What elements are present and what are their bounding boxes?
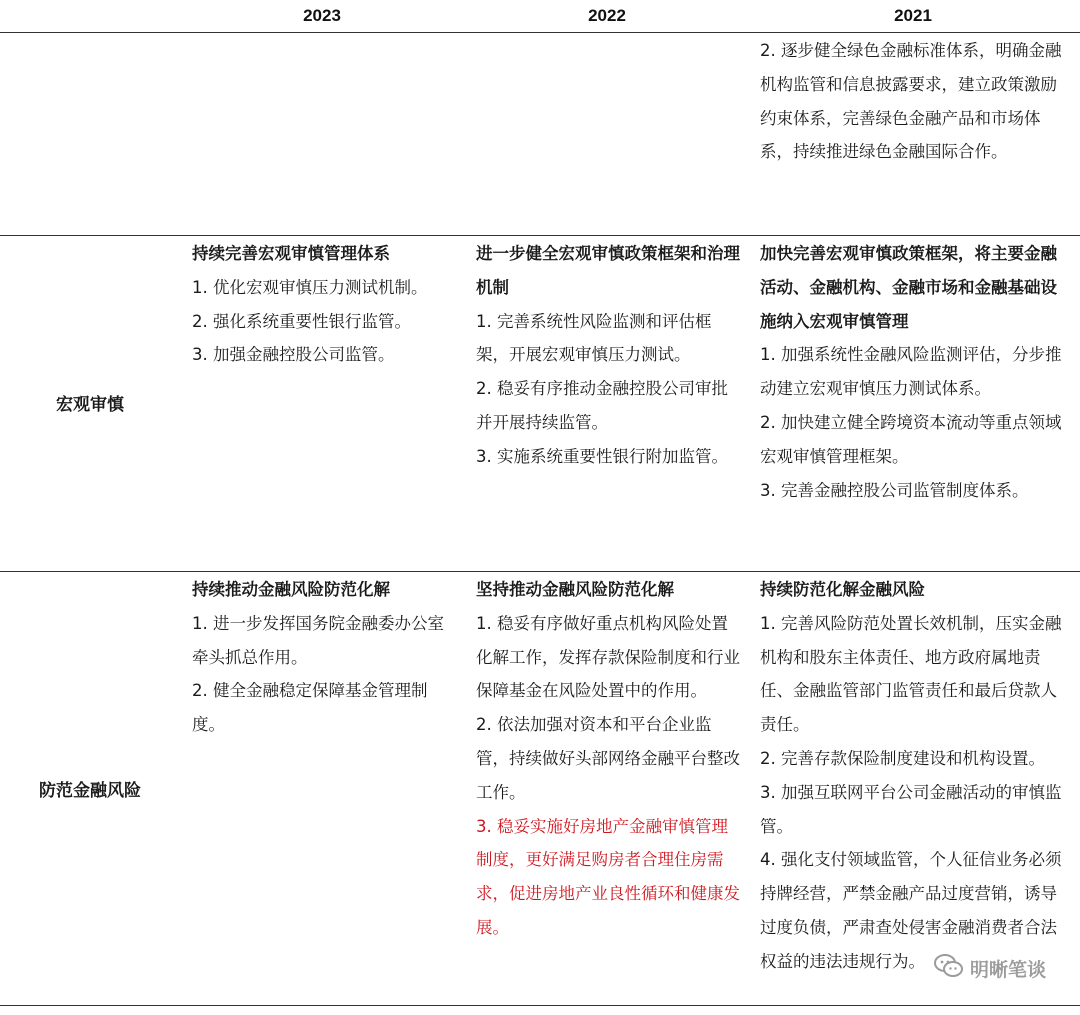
row-label-risk: 防范金融风险	[39, 781, 141, 801]
risk-2022-heading: 坚持推动金融风险防范化解	[476, 580, 674, 599]
macro-2022-item: 3. 实施系统重要性银行附加监管。	[476, 446, 728, 466]
macro-2021-cell	[760, 237, 1068, 507]
year-header-2022: 2022	[588, 6, 626, 25]
macro-2023-item: 1. 优化宏观审慎压力测试机制。	[192, 277, 428, 297]
risk-2021-cell	[760, 573, 1068, 979]
macro-2021-heading: 加快完善宏观审慎政策框架，将主要金融活动、金融机构、金融市场和金融基础设施纳入宏观审慎管理	[760, 244, 1057, 331]
row-label-macro: 宏观审慎	[56, 395, 124, 415]
macro-2023-item: 3. 加强金融控股公司监管。	[192, 345, 395, 365]
macro-2021-item: 3. 完善金融控股公司监管制度体系。	[760, 480, 1029, 500]
row-divider-2	[0, 571, 1080, 572]
top-row-2021-cell	[760, 34, 1068, 169]
watermark-text: 明晰笔谈	[969, 958, 1046, 981]
row-divider-1	[0, 235, 1080, 236]
risk-2022-item: 2. 依法加强对资本和平台企业监管，持续做好头部网络金融平台整改工作。	[476, 715, 740, 802]
risk-2021-item: 4. 强化支付领域监管，个人征信业务必须持牌经营，严禁金融产品过度营销，诱导过度负债，严肃查处侵害金融消费者合法权益的违法违规行为。	[760, 850, 1062, 971]
macro-2022-heading: 进一步健全宏观审慎政策框架和治理机制	[476, 244, 740, 297]
macro-2023-item: 2. 强化系统重要性银行监管。	[192, 311, 411, 331]
year-header-2021: 2021	[894, 6, 932, 25]
macro-2022-cell	[476, 237, 742, 474]
macro-2021-item: 2. 加快建立健全跨境资本流动等重点领域宏观审慎管理框架。	[760, 412, 1062, 466]
risk-2021-item: 1. 完善风险防范处置长效机制，压实金融机构和股东主体责任、地方政府属地责任、金融监管部门监管责任和最后贷款人责任。	[760, 613, 1062, 735]
macro-2022-item: 2. 稳妥有序推动金融控股公司审批并开展持续监管。	[476, 379, 728, 432]
risk-2023-item: 2. 健全金融稳定保障基金管理制度。	[192, 681, 428, 735]
risk-2022-cell	[476, 573, 742, 945]
risk-2021-heading: 持续防范化解金融风险	[760, 580, 925, 599]
macro-2022-item: 1. 完善系统性风险监测和评估框架，开展宏观审慎压力测试。	[476, 311, 712, 365]
risk-2023-heading: 持续推动金融风险防范化解	[192, 580, 390, 599]
risk-2023-item: 1. 进一步发挥国务院金融委办公室牵头抓总作用。	[192, 613, 444, 667]
macro-2023-heading: 持续完善宏观审慎管理体系	[192, 244, 390, 263]
macro-2021-item: 1. 加强系统性金融风险监测评估，分步推动建立宏观审慎压力测试体系。	[760, 345, 1062, 399]
risk-2022-item-highlight: 3. 稳妥实施好房地产金融审慎管理制度，更好满足购房者合理住房需求，促进房地产业良性循环和健康发展。	[476, 816, 740, 937]
header-rule	[0, 32, 1080, 33]
bottom-rule	[0, 1005, 1080, 1006]
risk-2022-item: 1. 稳妥有序做好重点机构风险处置化解工作，发挥存款保险制度和行业保障基金在风险处置中的作用。	[476, 613, 740, 701]
year-header-2023: 2023	[303, 6, 341, 25]
risk-2023-cell	[192, 573, 460, 742]
macro-2023-cell	[192, 237, 460, 372]
risk-2021-item: 2. 完善存款保险制度建设和机构设置。	[760, 748, 1045, 768]
top-row-2021-item: 2. 逐步健全绿色金融标准体系，明确金融机构监管和信息披露要求，建立政策激励约束体系，完善绿色金融产品和市场体系，持续推进绿色金融国际合作。	[760, 41, 1062, 162]
risk-2021-item: 3. 加强互联网平台公司金融活动的审慎监管。	[760, 782, 1062, 836]
